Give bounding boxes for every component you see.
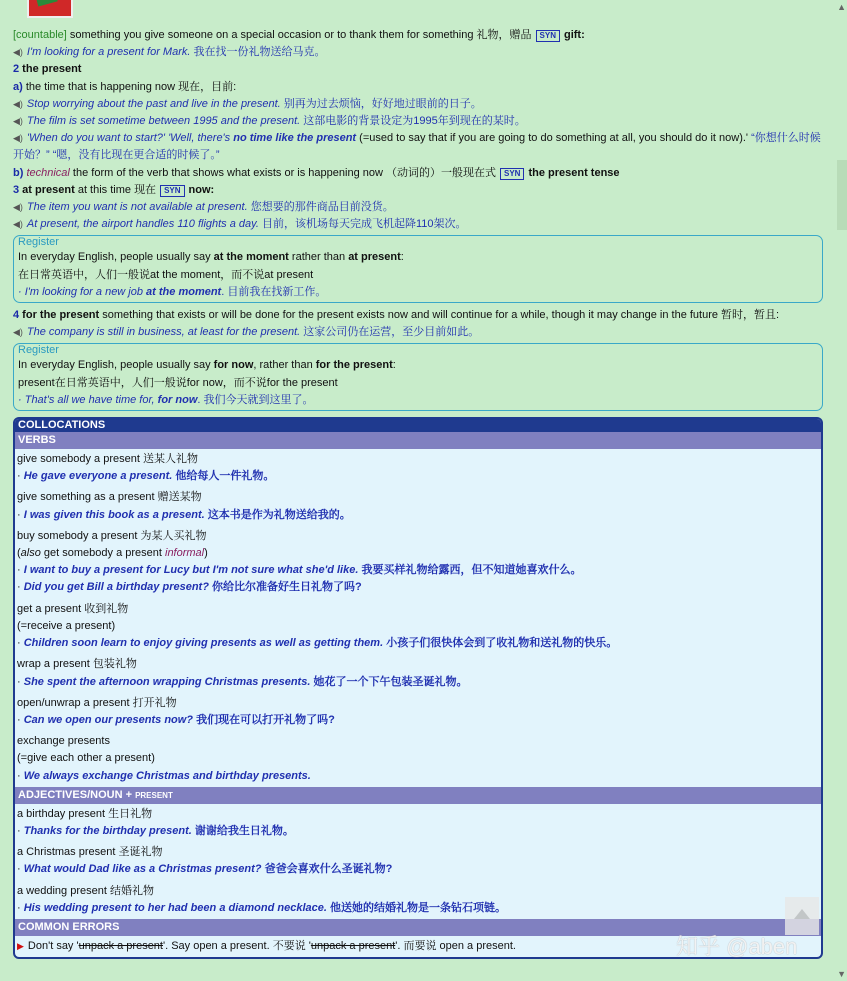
- text-segment: technical: [23, 166, 70, 179]
- text-segment: The item you want is not available at present.: [26, 201, 248, 214]
- collocation-item: [15, 449, 821, 487]
- collocation-section-header: [15, 432, 821, 449]
- text-segment: [countable]: [13, 29, 67, 41]
- red-arrow-icon: ▶: [17, 940, 24, 951]
- definition-line: [13, 27, 823, 44]
- collocation-section-header: [15, 787, 821, 804]
- header-text: ADJECTIVES/NOUN +: [18, 788, 136, 801]
- text-segment: ·: [17, 713, 24, 726]
- text-segment: no time like the present: [233, 132, 357, 145]
- text-segment: 'When do you want to start?' 'Well, there's: [26, 132, 234, 145]
- speaker-icon[interactable]: ◀): [13, 133, 23, 144]
- text-segment: 3: [13, 183, 20, 196]
- text-segment: Stop worrying about the past and live in the present.: [26, 97, 281, 110]
- text-segment: 我们现在可以打开礼物了吗?: [193, 713, 335, 726]
- text-segment: 他给每人一件礼物。: [172, 470, 275, 483]
- text-segment: for now: [157, 393, 198, 406]
- collocation-item: [15, 526, 821, 599]
- text-segment: buy somebody a present 为某人买礼物: [17, 529, 207, 542]
- text-segment: unpack a present: [78, 939, 163, 952]
- text-segment: at present: [348, 251, 401, 264]
- text-segment: ·: [17, 637, 24, 650]
- text-segment: 你给比尔准备好生日礼物了吗?: [208, 581, 362, 594]
- text-segment: open/unwrap a present 打开礼物: [17, 696, 177, 709]
- collocation-item: [15, 881, 821, 919]
- text-segment: something you give someone on a special occasion or to thank them for something 礼物，赠品: [66, 29, 532, 41]
- text-line: [17, 674, 819, 691]
- text-segment: · I'm looking for a new job: [18, 285, 147, 298]
- example-sentence: [13, 216, 823, 233]
- text-line: [17, 489, 819, 506]
- text-line: [18, 357, 818, 374]
- text-segment: . 我们今天就到这里了。: [197, 393, 314, 406]
- text-segment: 您想要的那件商品目前没货。: [247, 201, 394, 214]
- text-segment: present在日常英语中，人们一般说for now，而不说for the present: [18, 376, 338, 389]
- text-segment: ·: [17, 564, 24, 577]
- scroll-down-icon[interactable]: ▼: [837, 969, 846, 979]
- text-segment: gift:: [563, 29, 585, 41]
- text-segment: 爸爸会喜欢什么圣诞礼物?: [261, 863, 393, 876]
- example-sentence: [13, 96, 823, 113]
- collocation-item: [15, 599, 821, 655]
- text-segment: for now: [213, 359, 254, 372]
- collocations-title: COLLOCATIONS: [15, 419, 821, 432]
- text-segment: He gave everyone a present.: [23, 470, 173, 483]
- text-segment: for the present: [19, 309, 100, 322]
- text-segment: ·: [17, 824, 24, 837]
- text-line: [17, 579, 819, 596]
- register-note: [13, 343, 823, 411]
- speaker-icon[interactable]: ◀): [13, 202, 23, 213]
- synonym-badge[interactable]: SYN: [500, 168, 524, 180]
- text-segment: 我要买样礼物给露西，但不知道她喜欢什么。: [358, 564, 582, 577]
- text-segment: 2: [13, 63, 20, 76]
- collocation-item: [15, 804, 821, 842]
- text-segment: at present: [19, 183, 75, 196]
- text-line: [17, 733, 819, 750]
- scrollbar[interactable]: [835, 0, 847, 981]
- text-segment: 别再为过去烦恼，好好地过眼前的日子。: [280, 97, 482, 110]
- definition-line: [13, 79, 823, 96]
- text-line: [17, 601, 819, 618]
- text-segment: Can we open our presents now?: [23, 713, 194, 726]
- synonym-badge[interactable]: SYN: [536, 30, 560, 42]
- example-sentence: [13, 324, 823, 341]
- speaker-icon[interactable]: ◀): [13, 47, 23, 58]
- scrollbar-thumb[interactable]: [837, 160, 847, 230]
- text-segment: (=used to say that if you are going to do something at all, you should do it now).': [356, 132, 749, 145]
- text-segment: rather than: [288, 251, 349, 264]
- text-line: [18, 249, 818, 266]
- text-segment: At present, the airport handles 110 flights a day.: [26, 218, 259, 231]
- text-line: [18, 267, 818, 284]
- collocation-item: [15, 731, 821, 787]
- register-title: Register: [18, 236, 59, 249]
- header-text: PRESENT: [135, 790, 173, 800]
- text-line: [17, 545, 819, 562]
- text-segment: 这本书是作为礼物送给我的。: [204, 508, 351, 521]
- text-line: [17, 635, 819, 652]
- gift-image: [27, 0, 73, 18]
- text-line: [18, 284, 818, 301]
- text-segment: ·: [17, 901, 24, 914]
- text-line: [17, 562, 819, 579]
- text-line: [17, 507, 819, 524]
- watermark: 知乎 @aben: [676, 934, 798, 959]
- text-segment: wrap a present 包装礼物: [17, 658, 137, 671]
- example-sentence: [13, 130, 823, 164]
- text-segment: 谢谢给我生日礼物。: [191, 824, 294, 837]
- text-line: [17, 883, 819, 900]
- text-segment: a Christmas present 圣诞礼物: [17, 846, 163, 859]
- text-segment: I was given this book as a present.: [23, 508, 205, 521]
- text-line: [17, 861, 819, 878]
- text-segment: at the moment: [146, 285, 222, 298]
- text-line: [17, 900, 819, 917]
- text-segment: also: [20, 547, 41, 560]
- text-segment: Children soon learn to enjoy giving presents as well as getting them.: [23, 637, 384, 650]
- text-segment: at this time 现在: [74, 183, 157, 196]
- text-segment: 我在找一份礼物送给马克。: [190, 46, 326, 59]
- text-line: [17, 844, 819, 861]
- text-line: [17, 656, 819, 673]
- text-line: [18, 392, 818, 409]
- text-segment: ·: [17, 769, 24, 782]
- definition-line: [13, 182, 823, 199]
- definition-line: [13, 165, 823, 182]
- scroll-up-icon[interactable]: ▲: [837, 2, 846, 12]
- register-title: Register: [18, 344, 59, 357]
- text-segment: b): [13, 166, 24, 179]
- collocation-item: [15, 842, 821, 880]
- text-segment: She spent the afternoon wrapping Christmas presents.: [23, 675, 311, 688]
- text-line: [17, 768, 819, 785]
- synonym-badge[interactable]: SYN: [160, 185, 184, 197]
- text-segment: What would Dad like as a Christmas present?: [23, 863, 262, 876]
- collocations-box: [13, 417, 823, 959]
- text-segment: the present: [19, 63, 82, 76]
- text-segment: the form of the verb that shows what exists or is happening now （动词的）一般现在式: [69, 166, 496, 179]
- text-segment: 这部电影的背景设定为1995年到现在的某时。: [300, 115, 526, 128]
- text-segment: We always exchange Christmas and birthday presents.: [23, 769, 311, 782]
- text-segment: the present tense: [528, 166, 620, 179]
- text-line: [17, 618, 819, 635]
- text-segment: ·: [17, 470, 24, 483]
- text-segment: I'm looking for a present for Mark.: [26, 46, 191, 59]
- text-segment: exchange presents: [17, 735, 110, 748]
- text-segment: ·: [17, 675, 24, 688]
- speaker-icon[interactable]: ◀): [13, 219, 23, 230]
- text-line: [17, 750, 819, 767]
- text-segment: :: [400, 251, 404, 264]
- text-segment: give somebody a present 送某人礼物: [17, 453, 198, 466]
- sense-4: [13, 307, 823, 341]
- text-segment: I want to buy a present for Lucy but I'm not sure what she'd like.: [23, 564, 359, 577]
- collocation-item: [15, 693, 821, 731]
- text-segment: 他送她的结婚礼物是一条钻石项链。: [326, 901, 506, 914]
- text-segment: informal: [165, 547, 205, 560]
- text-segment: “你想什么时候开始？” “嗯，没有比现在更合适的时候了。”: [13, 132, 821, 162]
- example-sentence: [13, 199, 823, 216]
- text-line: [17, 468, 819, 485]
- text-segment: ·: [17, 863, 24, 876]
- text-line: [17, 712, 819, 729]
- text-segment: get somebody a present: [40, 547, 165, 560]
- collocation-item: [15, 654, 821, 692]
- text-line: [17, 451, 819, 468]
- header-text: VERBS: [18, 434, 56, 447]
- text-segment: ·: [17, 581, 24, 594]
- text-segment: In everyday English, people usually say: [18, 359, 214, 372]
- text-segment: · That's all we have time for,: [18, 393, 158, 406]
- text-segment: 她花了一个下午包装圣诞礼物。: [310, 675, 468, 688]
- text-segment: give something as a present 赠送某物: [17, 491, 202, 504]
- text-segment: Thanks for the birthday present.: [23, 824, 192, 837]
- text-segment: now:: [188, 183, 215, 196]
- text-segment: . 目前我在找新工作。: [221, 285, 327, 298]
- text-segment: The company is still in business, at least for the present.: [26, 326, 301, 339]
- example-sentence: [13, 44, 823, 61]
- text-segment: a wedding present 结婚礼物: [17, 884, 154, 897]
- header-text: COMMON ERRORS: [18, 920, 120, 933]
- dictionary-entry: [13, 0, 823, 959]
- text-segment: '. 而要说 open a present.: [395, 939, 516, 952]
- speaker-icon[interactable]: ◀): [13, 116, 23, 127]
- text-segment: '. Say open a present. 不要说 ': [162, 939, 311, 952]
- text-segment: the time that is happening now 现在，目前:: [22, 80, 237, 93]
- text-segment: 这家公司仍在运营，至少目前如此。: [300, 326, 480, 339]
- text-segment: for the present: [315, 359, 393, 372]
- text-segment: unpack a present: [310, 939, 396, 952]
- text-segment: 小孩子们很快体会到了收礼物和送礼物的快乐。: [383, 637, 618, 650]
- text-segment: 目前，该机场每天完成飞机起降110架次。: [258, 218, 467, 231]
- text-line: [18, 375, 818, 392]
- speaker-icon[interactable]: ◀): [13, 327, 23, 338]
- definition-line: [13, 307, 823, 324]
- text-segment: (=receive a present): [17, 619, 116, 632]
- text-line: [17, 806, 819, 823]
- text-segment: :: [392, 359, 396, 372]
- text-segment: The film is set sometime between 1995 and the present.: [26, 115, 301, 128]
- text-segment: (: [17, 547, 21, 560]
- text-segment: a): [13, 80, 23, 93]
- text-segment: (=give each other a present): [17, 752, 155, 765]
- text-segment: something that exists or will be done for the present exists now and will continue for a while, though it may change in the future 暂时，暂且:: [99, 309, 780, 322]
- text-line: [17, 823, 819, 840]
- text-segment: Did you get Bill a birthday present?: [23, 581, 209, 594]
- text-segment: , rather than: [253, 359, 316, 372]
- text-segment: In everyday English, people usually say: [18, 251, 214, 264]
- text-line: [17, 528, 819, 545]
- text-segment: 4: [13, 309, 20, 322]
- collocation-item: [15, 487, 821, 525]
- text-segment: Don't say ': [27, 939, 79, 952]
- text-segment: 在日常英语中，人们一般说at the moment，而不说at present: [18, 268, 314, 281]
- text-segment: a birthday present 生日礼物: [17, 807, 153, 820]
- speaker-icon[interactable]: ◀): [13, 98, 23, 109]
- sense-list: [13, 27, 823, 233]
- text-segment: get a present 收到礼物: [17, 602, 129, 615]
- example-sentence: [13, 113, 823, 130]
- text-segment: at the moment: [213, 251, 289, 264]
- text-segment: ): [204, 547, 208, 560]
- definition-line: [13, 61, 823, 78]
- text-segment: His wedding present to her had been a diamond necklace.: [23, 901, 327, 914]
- text-segment: ·: [17, 508, 24, 521]
- text-line: [17, 695, 819, 712]
- register-note: [13, 235, 823, 303]
